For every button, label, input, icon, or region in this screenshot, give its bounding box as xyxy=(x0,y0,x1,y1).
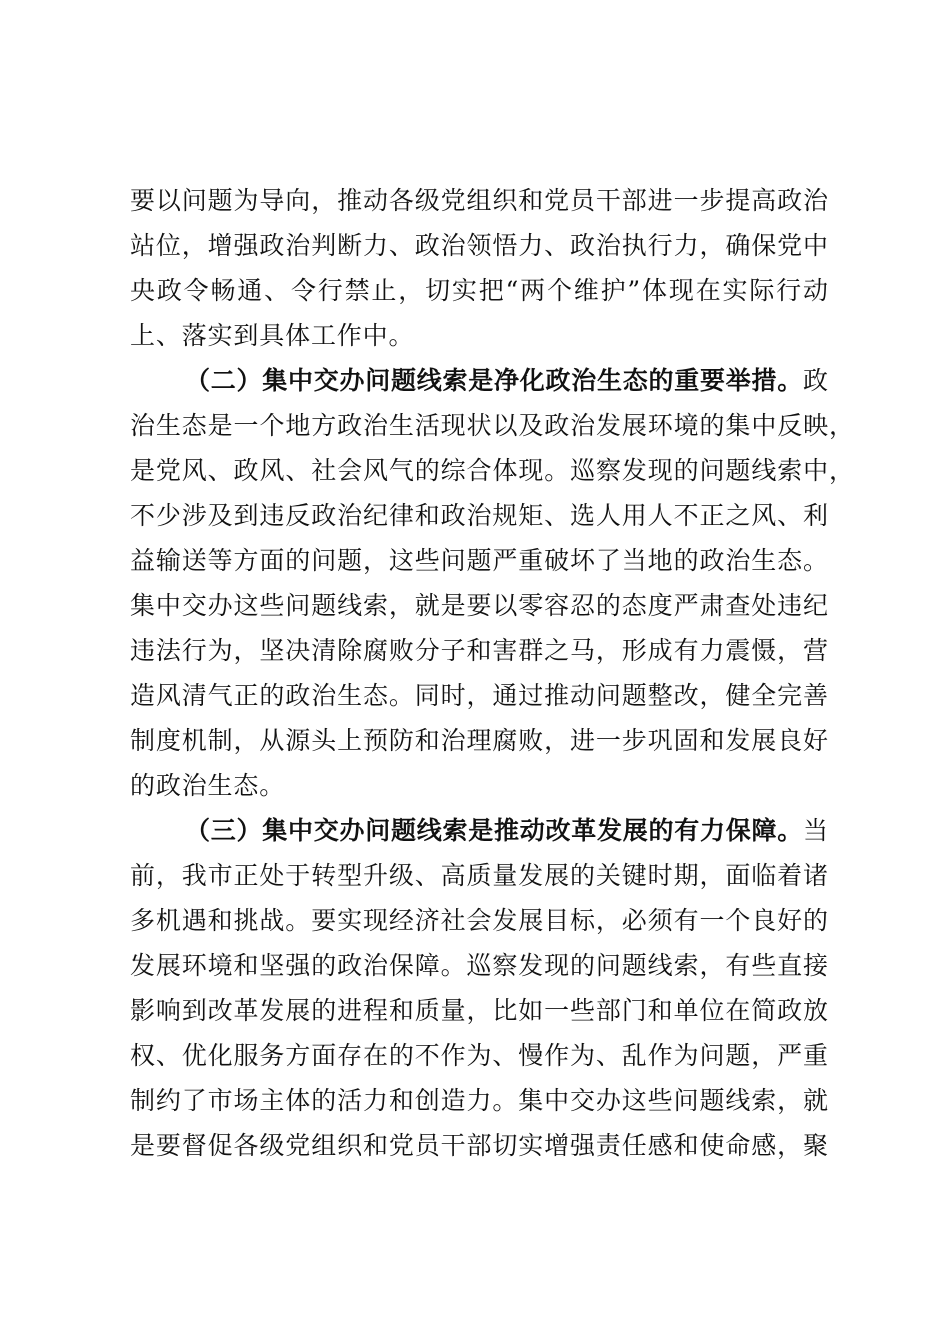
paragraph-2-line-5: 益输送等方面的问题，这些问题严重破坏了当地的政治生态。 xyxy=(130,546,828,575)
document-body xyxy=(130,178,854,1168)
paragraph-2-line-7: 违法行为，坚决清除腐败分子和害群之马，形成有力震慑，营 xyxy=(130,636,828,665)
paragraph-3-line-8: 是要督促各级党组织和党员干部切实增强责任感和使命感，聚 xyxy=(130,1131,828,1160)
paragraph-3-line-4: 发展环境和坚强的政治保障。巡察发现的问题线索，有些直接 xyxy=(130,951,828,980)
paragraph-2-line-2: 治生态是一个地方政治生活现状以及政治发展环境的集中反映， xyxy=(130,411,854,440)
paragraph-1-line-3: 央政令畅通、令行禁止，切实把“两个维护”体现在实际行动 xyxy=(130,276,828,305)
paragraph-2-lead-text: 政 xyxy=(802,366,828,395)
paragraph-2-line-6: 集中交办这些问题线索，就是要以零容忍的态度严肃查处违纪 xyxy=(130,591,828,620)
paragraph-2-heading: （二）集中交办问题线索是净化政治生态的重要举措。 xyxy=(185,366,803,395)
paragraph-2-line-10: 的政治生态。 xyxy=(130,771,286,800)
paragraph-1-line-1: 要以问题为导向，推动各级党组织和党员干部进一步提高政治 xyxy=(130,186,828,215)
paragraph-3-line-7: 制约了市场主体的活力和创造力。集中交办这些问题线索，就 xyxy=(130,1086,828,1115)
paragraph-2-line-9: 制度机制，从源头上预防和治理腐败，进一步巩固和发展良好 xyxy=(130,726,828,755)
paragraph-3-lead-text: 当 xyxy=(802,816,828,845)
paragraph-3-line-6: 权、优化服务方面存在的不作为、慢作为、乱作为问题，严重 xyxy=(130,1041,828,1070)
paragraph-2-line-1 xyxy=(130,358,828,403)
paragraph-3-line-2: 前，我市正处于转型升级、高质量发展的关键时期，面临着诸 xyxy=(130,861,828,890)
paragraph-1-line-2: 站位，增强政治判断力、政治领悟力、政治执行力，确保党中 xyxy=(130,231,828,260)
paragraph-3-line-3: 多机遇和挑战。要实现经济社会发展目标，必须有一个良好的 xyxy=(130,906,828,935)
paragraph-2-line-3: 是党风、政风、社会风气的综合体现。巡察发现的问题线索中， xyxy=(130,456,854,485)
paragraph-3-heading: （三）集中交办问题线索是推动改革发展的有力保障。 xyxy=(185,816,803,845)
paragraph-3-line-5: 影响到改革发展的进程和质量，比如一些部门和单位在简政放 xyxy=(130,996,828,1025)
paragraph-2-line-8: 造风清气正的政治生态。同时，通过推动问题整改，健全完善 xyxy=(130,681,828,710)
paragraph-1-line-4: 上、落实到具体工作中。 xyxy=(130,321,415,350)
paragraph-3-line-1 xyxy=(130,808,828,853)
paragraph-2-line-4: 不少涉及到违反政治纪律和政治规矩、选人用人不正之风、利 xyxy=(130,501,828,530)
